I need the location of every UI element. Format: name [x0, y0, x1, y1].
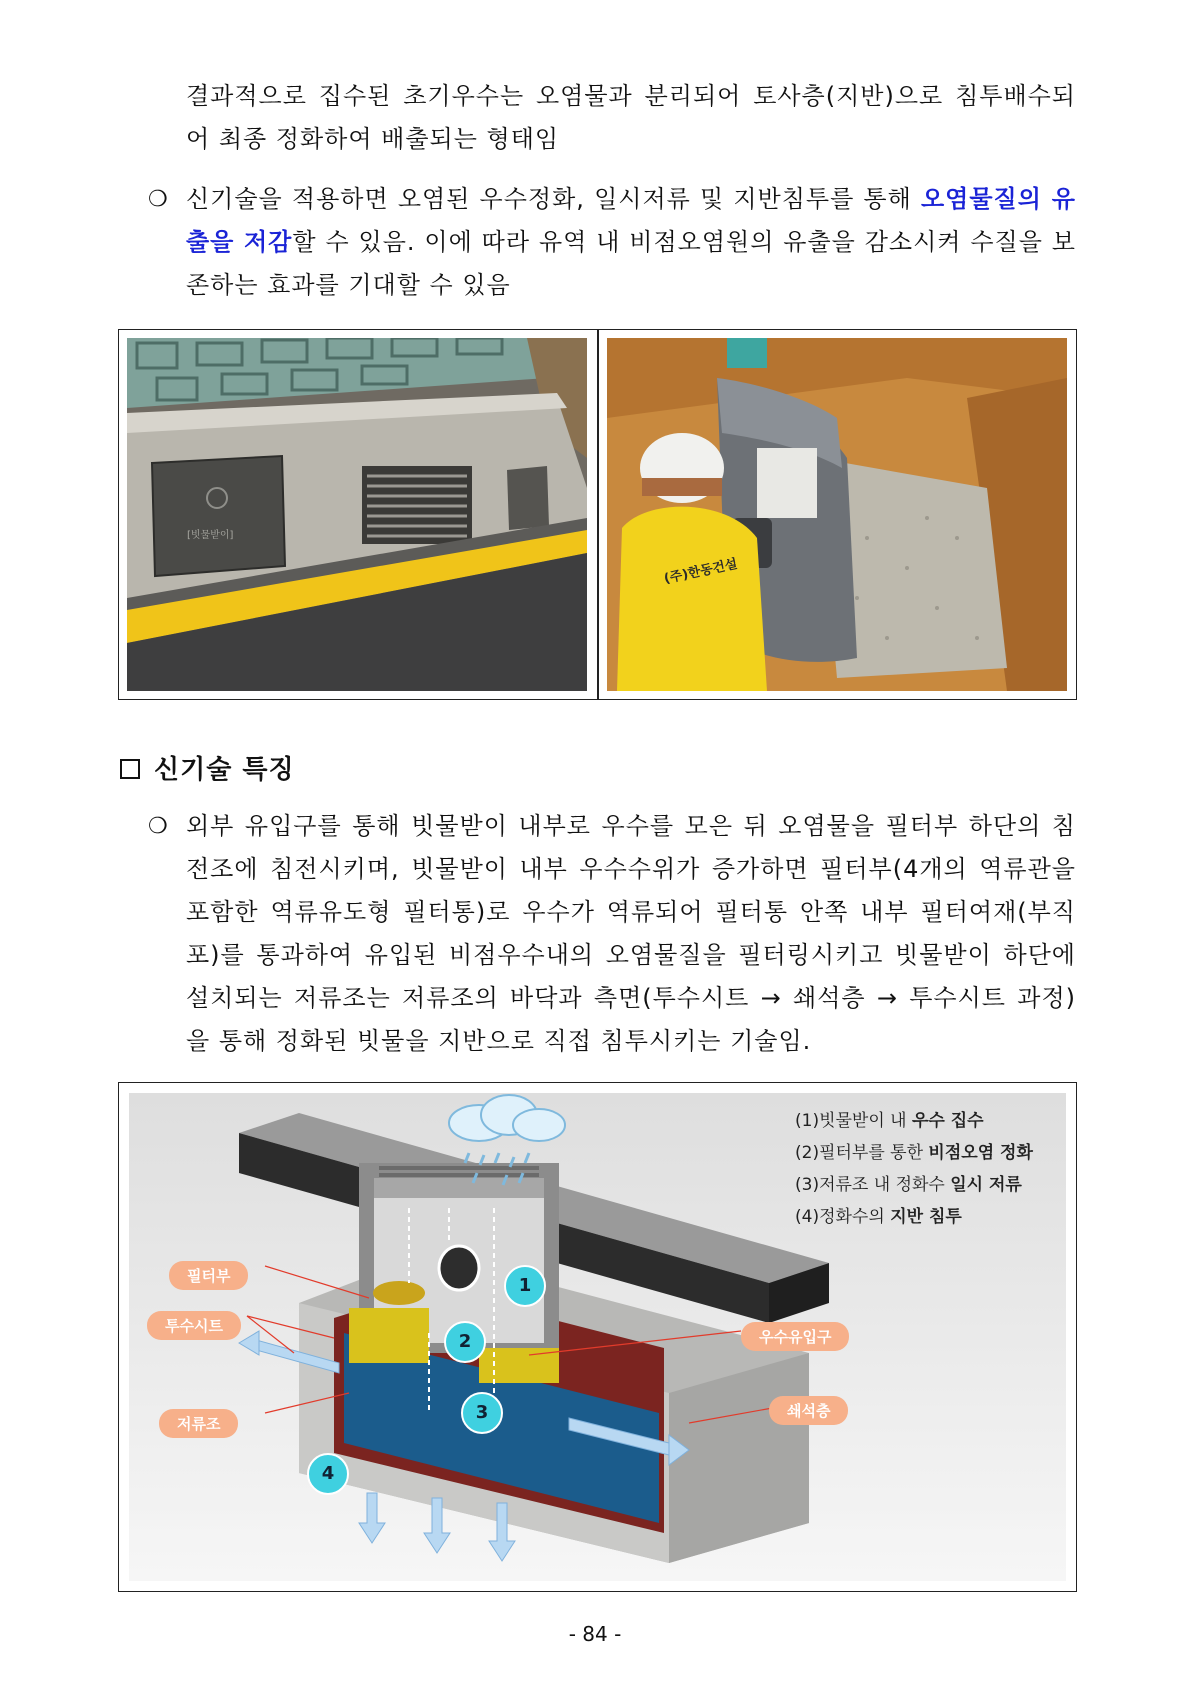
paragraph-text: 할 수 있음. 이에 따라 유역 내 비점오염원의 유출을 감소시켜 수질을 보존하는 효과를 기대할 수 있음 — [186, 228, 1076, 299]
cover-label: [빗물받이] — [187, 530, 234, 541]
callout-filter: 필터부 — [169, 1261, 248, 1290]
highlight-text: 오염물질의 유출을 저감 — [186, 185, 1076, 256]
paragraph-effect — [186, 178, 1076, 307]
photo-divider — [597, 330, 599, 699]
legend-item: (1)빗물받이 내 우수 집수 — [795, 1111, 984, 1131]
paragraph-text: 결과적으로 집수된 초기우수는 오염물과 분리되어 토사층(지반)으로 침투배수되어 최종 정화하여 배출되는 형태임 — [186, 82, 1076, 153]
step-number-1: 1 — [504, 1265, 546, 1307]
installation-illustration — [607, 338, 1067, 691]
diagram-frame — [118, 1082, 1077, 1592]
step-number-4: 4 — [307, 1453, 349, 1495]
square-bullet-icon — [120, 759, 140, 779]
section-title — [120, 752, 295, 788]
bullet-icon: ❍ — [148, 187, 168, 212]
paragraph-continuation — [186, 75, 1076, 161]
paragraph-text: 신기술을 적용하면 오염된 우수정화, 일시저류 및 지반침투를 통해 — [186, 185, 921, 213]
legend-item: (2)필터부를 통한 비점오염 정화 — [795, 1143, 1033, 1163]
paragraph-features — [186, 805, 1076, 1063]
callout-sheet: 투수시트 — [147, 1311, 241, 1340]
diagram-legend — [795, 1105, 1033, 1233]
paragraph-text: 외부 유입구를 통해 빗물받이 내부로 우수를 모은 뒤 오염물을 필터부 하단의 침전조에 침전시키며, 빗물받이 내부 우수수위가 증가하면 필터부(4개의 역류관을 포함한 역류유도형 필터통)로 우수가 역류되어 필터통 안쪽 내부 필터여재(부직포)를 통과하여 유입된 비점우수내의 오염물질을 필터링시키고 빗물받이 하단에 설치되는 저류조는 저류조의 바닥과 측면(투수시트 → 쇄석층 → 투수시트 과정)을 통해 정화된 빗물을 지반으로 직접 침투시키는 기술임. — [186, 812, 1076, 1055]
bullet-icon: ❍ — [148, 814, 168, 839]
curb-inlet-illustration — [127, 338, 587, 691]
photo-curb-inlet — [127, 338, 587, 691]
vest-label: (주)한동건설 — [662, 556, 739, 587]
page-number: - 84 - — [568, 1622, 622, 1646]
step-number-3: 3 — [461, 1392, 503, 1434]
callout-gravel: 쇄석층 — [769, 1396, 848, 1425]
callout-inlet: 우수유입구 — [741, 1322, 849, 1351]
legend-item: (4)정화수의 지반 침투 — [795, 1207, 962, 1227]
photo-table — [118, 329, 1077, 700]
photo-installation — [607, 338, 1067, 691]
step-number-2: 2 — [444, 1321, 486, 1363]
section-title-text: 신기술 특징 — [154, 755, 295, 785]
legend-item: (3)저류조 내 정화수 일시 저류 — [795, 1175, 1022, 1195]
callout-tank: 저류조 — [159, 1409, 238, 1438]
